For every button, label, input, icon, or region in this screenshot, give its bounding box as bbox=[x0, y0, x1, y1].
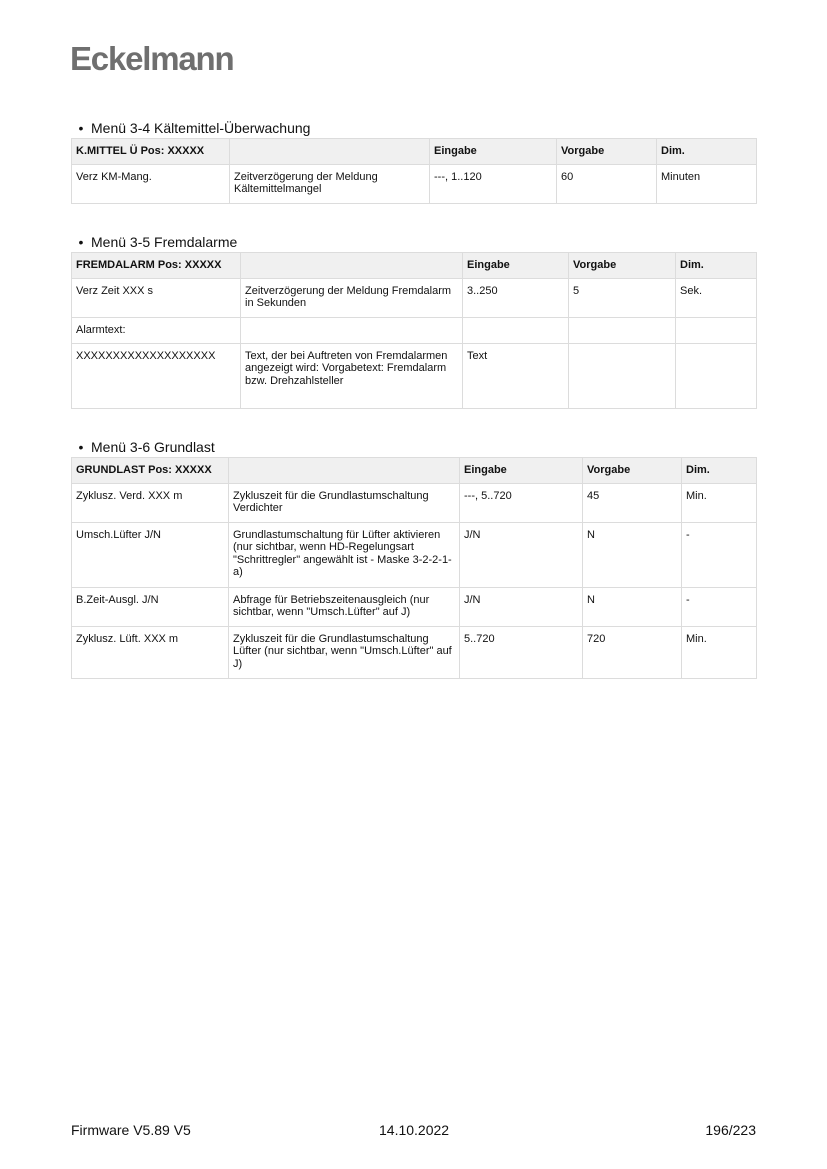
cell-eingabe: J/N bbox=[460, 522, 583, 587]
firmware-version: Firmware V5.89 V5 bbox=[71, 1122, 191, 1138]
table-header-row bbox=[72, 139, 757, 165]
cell-dim: Minuten bbox=[657, 164, 757, 203]
cell-vorgabe: N bbox=[583, 587, 682, 626]
header-eingabe: Eingabe bbox=[460, 458, 583, 484]
header-desc bbox=[241, 253, 463, 279]
bullet-icon: • bbox=[78, 234, 84, 250]
section-title: Menü 3-4 Kältemittel-Überwachung bbox=[91, 120, 311, 136]
header-desc bbox=[229, 458, 460, 484]
header-param: GRUNDLAST Pos: XXXXX bbox=[72, 458, 229, 484]
table-row bbox=[72, 587, 757, 626]
section-title: Menü 3-6 Grundlast bbox=[91, 439, 215, 455]
table-header-row bbox=[72, 458, 757, 484]
table-row bbox=[72, 522, 757, 587]
eckelmann-logo: Eckelmann bbox=[70, 40, 234, 77]
cell-param: XXXXXXXXXXXXXXXXXXX bbox=[72, 343, 241, 408]
cell-param: Umsch.Lüfter J/N bbox=[72, 522, 229, 587]
cell-vorgabe: 45 bbox=[583, 483, 682, 522]
cell-vorgabe: 5 bbox=[569, 278, 676, 317]
cell-param: B.Zeit-Ausgl. J/N bbox=[72, 587, 229, 626]
header-dim: Dim. bbox=[676, 253, 757, 279]
section-heading bbox=[71, 437, 756, 457]
table-header-row bbox=[72, 253, 757, 279]
cell-desc: Grundlastumschaltung für Lüfter aktivieren (nur sichtbar, wenn HD-Regelungsart "Schrittregler" angewählt ist - Maske 3-2-2-1-a) bbox=[229, 522, 460, 587]
cell-dim: Min. bbox=[682, 483, 757, 522]
table-row bbox=[72, 164, 757, 203]
cell-param: Zyklusz. Verd. XXX m bbox=[72, 483, 229, 522]
cell-dim: Sek. bbox=[676, 278, 757, 317]
cell-eingabe: Text bbox=[463, 343, 569, 408]
cell-eingabe: 5..720 bbox=[460, 626, 583, 678]
bullet-icon: • bbox=[78, 439, 84, 455]
cell-desc: Zykluszeit für die Grundlastumschaltung Lüfter (nur sichtbar, wenn "Umsch.Lüfter" auf J) bbox=[229, 626, 460, 678]
section-grundlast bbox=[71, 437, 756, 679]
page-number: 196/223 bbox=[705, 1122, 756, 1138]
cell-eingabe: 3..250 bbox=[463, 278, 569, 317]
parameter-table bbox=[71, 252, 757, 409]
cell-vorgabe bbox=[569, 343, 676, 408]
table-row bbox=[72, 278, 757, 317]
cell-dim: - bbox=[682, 522, 757, 587]
header-vorgabe: Vorgabe bbox=[557, 139, 657, 165]
cell-desc: Abfrage für Betriebszeitenausgleich (nur sichtbar, wenn "Umsch.Lüfter" auf J) bbox=[229, 587, 460, 626]
header-vorgabe: Vorgabe bbox=[569, 253, 676, 279]
header-eingabe: Eingabe bbox=[430, 139, 557, 165]
cell-param: Zyklusz. Lüft. XXX m bbox=[72, 626, 229, 678]
cell-eingabe: J/N bbox=[460, 587, 583, 626]
table-row bbox=[72, 343, 757, 408]
header-dim: Dim. bbox=[682, 458, 757, 484]
cell-desc: Zeitverzögerung der Meldung Fremdalarm in Sekunden bbox=[241, 278, 463, 317]
parameter-table bbox=[71, 138, 757, 204]
header-param: FREMDALARM Pos: XXXXX bbox=[72, 253, 241, 279]
section-title: Menü 3-5 Fremdalarme bbox=[91, 234, 238, 250]
bullet-icon: • bbox=[78, 120, 84, 136]
document-date: 14.10.2022 bbox=[379, 1122, 450, 1138]
cell-param: Verz Zeit XXX s bbox=[72, 278, 241, 317]
table-row bbox=[72, 626, 757, 678]
cell-eingabe bbox=[463, 317, 569, 343]
cell-desc: Zeitverzögerung der Meldung Kältemittelmangel bbox=[230, 164, 430, 203]
header-vorgabe: Vorgabe bbox=[583, 458, 682, 484]
parameter-table bbox=[71, 457, 757, 679]
page-footer bbox=[71, 1122, 756, 1140]
section-fremdalarme bbox=[71, 232, 756, 409]
cell-dim bbox=[676, 343, 757, 408]
section-kaeltemittel bbox=[71, 118, 756, 204]
table-row bbox=[72, 483, 757, 522]
cell-vorgabe bbox=[569, 317, 676, 343]
cell-eingabe: ---, 1..120 bbox=[430, 164, 557, 203]
cell-param: Verz KM-Mang. bbox=[72, 164, 230, 203]
section-heading bbox=[71, 118, 756, 138]
cell-dim: Min. bbox=[682, 626, 757, 678]
header-dim: Dim. bbox=[657, 139, 757, 165]
cell-desc: Text, der bei Auftreten von Fremdalarmen angezeigt wird: Vorgabetext: Fremdalarm bzw. Drehzahlsteller bbox=[241, 343, 463, 408]
cell-dim bbox=[676, 317, 757, 343]
cell-vorgabe: 720 bbox=[583, 626, 682, 678]
cell-dim: - bbox=[682, 587, 757, 626]
cell-vorgabe: 60 bbox=[557, 164, 657, 203]
cell-eingabe: ---, 5..720 bbox=[460, 483, 583, 522]
cell-desc: Zykluszeit für die Grundlastumschaltung Verdichter bbox=[229, 483, 460, 522]
cell-desc bbox=[241, 317, 463, 343]
cell-param: Alarmtext: bbox=[72, 317, 241, 343]
cell-vorgabe: N bbox=[583, 522, 682, 587]
header-param: K.MITTEL Ü Pos: XXXXX bbox=[72, 139, 230, 165]
table-row bbox=[72, 317, 757, 343]
header-desc bbox=[230, 139, 430, 165]
section-heading bbox=[71, 232, 756, 252]
header-eingabe: Eingabe bbox=[463, 253, 569, 279]
